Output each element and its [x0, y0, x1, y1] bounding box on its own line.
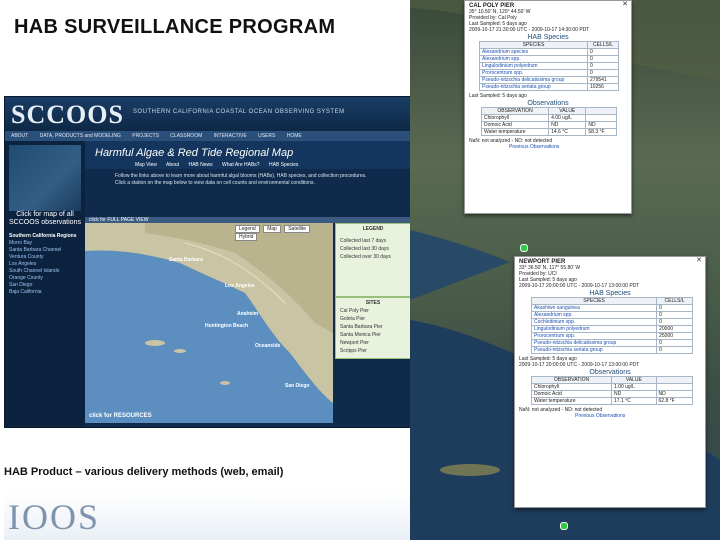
- satellite-imagery[interactable]: [410, 0, 720, 540]
- station-sample-range: 2009-10-17 20:00:00 UTC - 2009-10-17 13:00:00 PDT: [519, 283, 640, 289]
- species-link[interactable]: Cochlodinium spp.: [532, 319, 657, 326]
- observations-header: Observations: [527, 100, 569, 107]
- species-count: 0: [588, 56, 619, 63]
- obs-extra: ND: [656, 391, 692, 398]
- station-popup-cal-poly: [464, 0, 632, 214]
- nan-note: NaN: not analyzed - ND: not detected: [469, 138, 553, 144]
- map-map-button[interactable]: Map: [263, 225, 281, 233]
- species-link[interactable]: Pseudo-nitzschia delicatissima group: [480, 77, 588, 84]
- obs-value: ND: [612, 391, 657, 398]
- table-row: [482, 122, 617, 129]
- observations-map-caption[interactable]: Click for map of all SCCOOS observations: [9, 211, 81, 226]
- hab-species-header: HAB Species: [589, 290, 631, 297]
- station-pin-cal-poly[interactable]: [520, 244, 528, 252]
- sccoos-logo[interactable]: SCCOOS: [11, 100, 124, 129]
- table-row: [480, 63, 619, 70]
- slide-caption: HAB Product – various delivery methods (web, email): [4, 466, 284, 478]
- site-nav: [5, 131, 411, 141]
- sites-list: [335, 297, 411, 359]
- obs-last-sampled: Last Sampled: 5 days ago: [519, 356, 577, 362]
- col-value: VALUE: [549, 108, 586, 115]
- nav-home[interactable]: HOME: [286, 133, 302, 139]
- observations-table: [531, 376, 693, 405]
- legend-item-7days: Collected last 7 days: [340, 238, 387, 244]
- obs-last-sampled: Last Sampled: 5 days ago: [469, 93, 527, 99]
- species-count: 10256: [588, 84, 619, 91]
- obs-extra: 58.3 °F: [586, 129, 617, 136]
- table-row: [480, 70, 619, 77]
- previous-observations-link[interactable]: Previous Observations: [509, 144, 560, 150]
- species-link[interactable]: Pseudo-nitzschia delicatissima group: [532, 340, 657, 347]
- nav-users[interactable]: USERS: [258, 133, 276, 139]
- nav-interactive[interactable]: INTERACTIVE: [213, 133, 247, 139]
- obs-extra: ND: [586, 122, 617, 129]
- station-last-sampled: Last Sampled: 5 days ago: [519, 277, 577, 283]
- map-satellite-button[interactable]: Satellite: [284, 225, 310, 233]
- link-hab-species[interactable]: HAB Species: [268, 162, 299, 168]
- link-hab-news[interactable]: HAB News: [188, 162, 213, 168]
- species-count: 25000: [657, 333, 693, 340]
- col-extra: [586, 108, 617, 115]
- obs-name: Domoic Acid: [482, 122, 549, 129]
- hab-species-table: [479, 41, 619, 91]
- species-link[interactable]: Prorocentrum spp.: [532, 333, 657, 340]
- site-link[interactable]: Santa Barbara Pier: [340, 324, 383, 330]
- station-coords: 33° 36.50' N, 117° 55.80' W: [519, 265, 581, 271]
- species-link[interactable]: Akashiwo sanguinea: [532, 305, 657, 312]
- sccoos-website-screenshot: [4, 96, 412, 428]
- region-link[interactable]: Morro Bay: [9, 240, 33, 246]
- station-provider: Provided by: Cal Poly: [469, 15, 517, 21]
- station-pin-newport[interactable]: [560, 522, 568, 530]
- legend-title: LEGEND: [362, 226, 384, 232]
- link-what-are-habs[interactable]: What Are HABs?: [222, 162, 260, 168]
- obs-extra: 62.8 °F: [656, 398, 692, 405]
- species-count: 0: [588, 49, 619, 56]
- obs-value: 14.6 °C: [549, 129, 586, 136]
- region-link[interactable]: Ventura County: [9, 254, 44, 260]
- species-link[interactable]: Pseudo-nitzschia seriata group: [532, 347, 657, 354]
- full-page-view-link[interactable]: click for FULL PAGE VIEW: [89, 217, 149, 223]
- map-city-label: Huntington Beach: [205, 323, 249, 329]
- slide-title: HAB SURVEILLANCE PROGRAM: [14, 16, 336, 38]
- map-type-controls: [235, 225, 333, 241]
- observations-header: Observations: [589, 369, 631, 376]
- site-header: [5, 97, 411, 131]
- link-map-view[interactable]: Map View: [135, 162, 157, 168]
- species-link[interactable]: Pseudo-nitzschia seriata group: [480, 84, 588, 91]
- region-link[interactable]: Orange County: [9, 275, 43, 281]
- species-count: 0: [657, 305, 693, 312]
- table-row: [532, 319, 693, 326]
- sites-title: SITES: [365, 300, 381, 306]
- nav-classroom[interactable]: CLASSROOM: [170, 133, 203, 139]
- table-row: [480, 77, 619, 84]
- hab-species-table: [531, 297, 693, 354]
- station-provider: Provided by: UCI: [519, 271, 557, 277]
- station-title: CAL POLY PIER: [469, 3, 515, 9]
- obs-sample-range: 2009-10-17 20:00:00 UTC - 2009-10-17 13:00:00 PDT: [519, 362, 640, 368]
- col-cells: CELLS/L: [657, 298, 693, 305]
- map-legend-button[interactable]: Legend: [235, 225, 260, 233]
- species-link[interactable]: Alexandrium species: [480, 49, 588, 56]
- previous-observations-link[interactable]: Previous Observations: [575, 413, 626, 419]
- intro-text: Follow the links above to learn more about harmful algal blooms (HABs), HAB species, and collection procedures. Click a station on the map below to view data on cell counts and environmental conditions.: [115, 173, 367, 186]
- table-row: [532, 312, 693, 319]
- station-sample-range: 2009-10-17 21:30:00 UTC - 2009-10-17 14:30:00 PDT: [469, 27, 590, 33]
- site-sidebar: [5, 141, 85, 427]
- obs-name: Water temperature: [532, 398, 612, 405]
- page-links: [135, 162, 306, 168]
- observations-map-thumbnail[interactable]: [9, 145, 81, 211]
- map-hybrid-button[interactable]: Hybrid: [235, 233, 257, 241]
- page-title: Harmful Algae & Red Tide Regional Map: [95, 147, 294, 159]
- species-count: 0: [657, 347, 693, 354]
- ioos-logo: IOOS: [8, 497, 101, 537]
- obs-name: Domoic Acid: [532, 391, 612, 398]
- site-link[interactable]: Scripps Pier: [340, 348, 367, 354]
- table-row: [480, 84, 619, 91]
- obs-value: 1.00 ug/L: [612, 384, 657, 391]
- table-row: [532, 347, 693, 354]
- legend-item-30days: Collected last 30 days: [340, 246, 389, 252]
- table-row: [480, 56, 619, 63]
- map-city-label: San Diego: [285, 383, 310, 389]
- species-count: 0: [657, 319, 693, 326]
- species-count: 0: [588, 63, 619, 70]
- col-extra: [656, 377, 692, 384]
- site-link[interactable]: Cal Poly Pier: [340, 308, 369, 314]
- table-row: [532, 333, 693, 340]
- species-count: 279541: [588, 77, 619, 84]
- region-link[interactable]: South Channel Islands: [9, 268, 60, 274]
- col-species: SPECIES: [532, 298, 657, 305]
- table-row: [532, 326, 693, 333]
- col-species: SPECIES: [480, 42, 588, 49]
- region-link[interactable]: Santa Barbara Channel: [9, 247, 62, 253]
- obs-value: 17.1 °C: [612, 398, 657, 405]
- species-link[interactable]: Alexandrium spp.: [532, 312, 657, 319]
- station-last-sampled: Last Sampled: 5 days ago: [469, 21, 527, 27]
- table-row: [480, 49, 619, 56]
- species-count: 20000: [657, 326, 693, 333]
- link-about[interactable]: About: [166, 162, 180, 168]
- species-link[interactable]: Prorocentrum spp.: [480, 70, 588, 77]
- nav-about[interactable]: ABOUT: [11, 133, 29, 139]
- station-popup-newport: [514, 256, 706, 508]
- region-list-header: Southern California Regions: [9, 233, 77, 239]
- obs-value: 4.00 ug/L: [549, 115, 586, 122]
- region-link[interactable]: Baja California: [9, 289, 42, 295]
- hab-species-header: HAB Species: [527, 34, 569, 41]
- table-row: [532, 398, 693, 405]
- region-list: [9, 233, 83, 296]
- table-row: [532, 391, 693, 398]
- obs-name: Chlorophyll: [482, 115, 549, 122]
- map-city-label: Oceanside: [255, 343, 281, 349]
- map-footer-link[interactable]: click for RESOURCES: [89, 413, 152, 419]
- site-link[interactable]: Goleta Pier: [340, 316, 366, 322]
- map-city-label: Santa Barbara: [169, 257, 203, 263]
- species-count: 0: [588, 70, 619, 77]
- table-row: [532, 340, 693, 347]
- map-legend: [335, 223, 411, 297]
- ioos-logo-band: [4, 492, 410, 540]
- legend-item-over30: Collected over 30 days: [340, 254, 391, 260]
- close-icon[interactable]: ✕: [622, 1, 628, 8]
- close-icon[interactable]: ✕: [696, 257, 702, 264]
- page-header: [85, 141, 411, 169]
- table-row: [482, 115, 617, 122]
- logo-subtitle: SOUTHERN CALIFORNIA COASTAL OCEAN OBSERVING SYSTEM: [133, 109, 345, 115]
- obs-name: Chlorophyll: [532, 384, 612, 391]
- species-count: 0: [657, 340, 693, 347]
- observations-table: [481, 107, 617, 136]
- col-value: VALUE: [612, 377, 657, 384]
- species-link[interactable]: Lingulodinium polyedrum: [480, 63, 588, 70]
- obs-value: ND: [549, 122, 586, 129]
- table-row: [532, 305, 693, 312]
- nan-note: NaN: not analyzed - ND: not detected: [519, 407, 603, 413]
- nav-projects[interactable]: PROJECTS: [132, 133, 159, 139]
- station-coords: 35° 10.50' N, 120° 44.50' W: [469, 9, 531, 15]
- region-link[interactable]: Los Angeles: [9, 261, 37, 267]
- species-link[interactable]: Alexandrium spp.: [480, 56, 588, 63]
- region-link[interactable]: San Diego: [9, 282, 33, 288]
- obs-extra: [656, 384, 692, 391]
- species-link[interactable]: Lingulodinium polyedrum: [532, 326, 657, 333]
- obs-extra: [586, 115, 617, 122]
- col-cells: CELLS/L: [588, 42, 619, 49]
- site-link[interactable]: Santa Monica Pier: [340, 332, 381, 338]
- col-observation: OBSERVATION: [482, 108, 549, 115]
- table-row: [532, 384, 693, 391]
- species-count: 0: [657, 312, 693, 319]
- station-title: NEWPORT PIER: [519, 259, 566, 265]
- table-row: [482, 129, 617, 136]
- map-city-label: Los Angeles: [225, 283, 255, 289]
- obs-name: Water temperature: [482, 129, 549, 136]
- col-observation: OBSERVATION: [532, 377, 612, 384]
- site-link[interactable]: Newport Pier: [340, 340, 369, 346]
- nav-data[interactable]: DATA, PRODUCTS and MODELING: [39, 133, 121, 139]
- hab-regional-map[interactable]: [85, 223, 333, 423]
- map-city-label: Anaheim: [237, 311, 259, 317]
